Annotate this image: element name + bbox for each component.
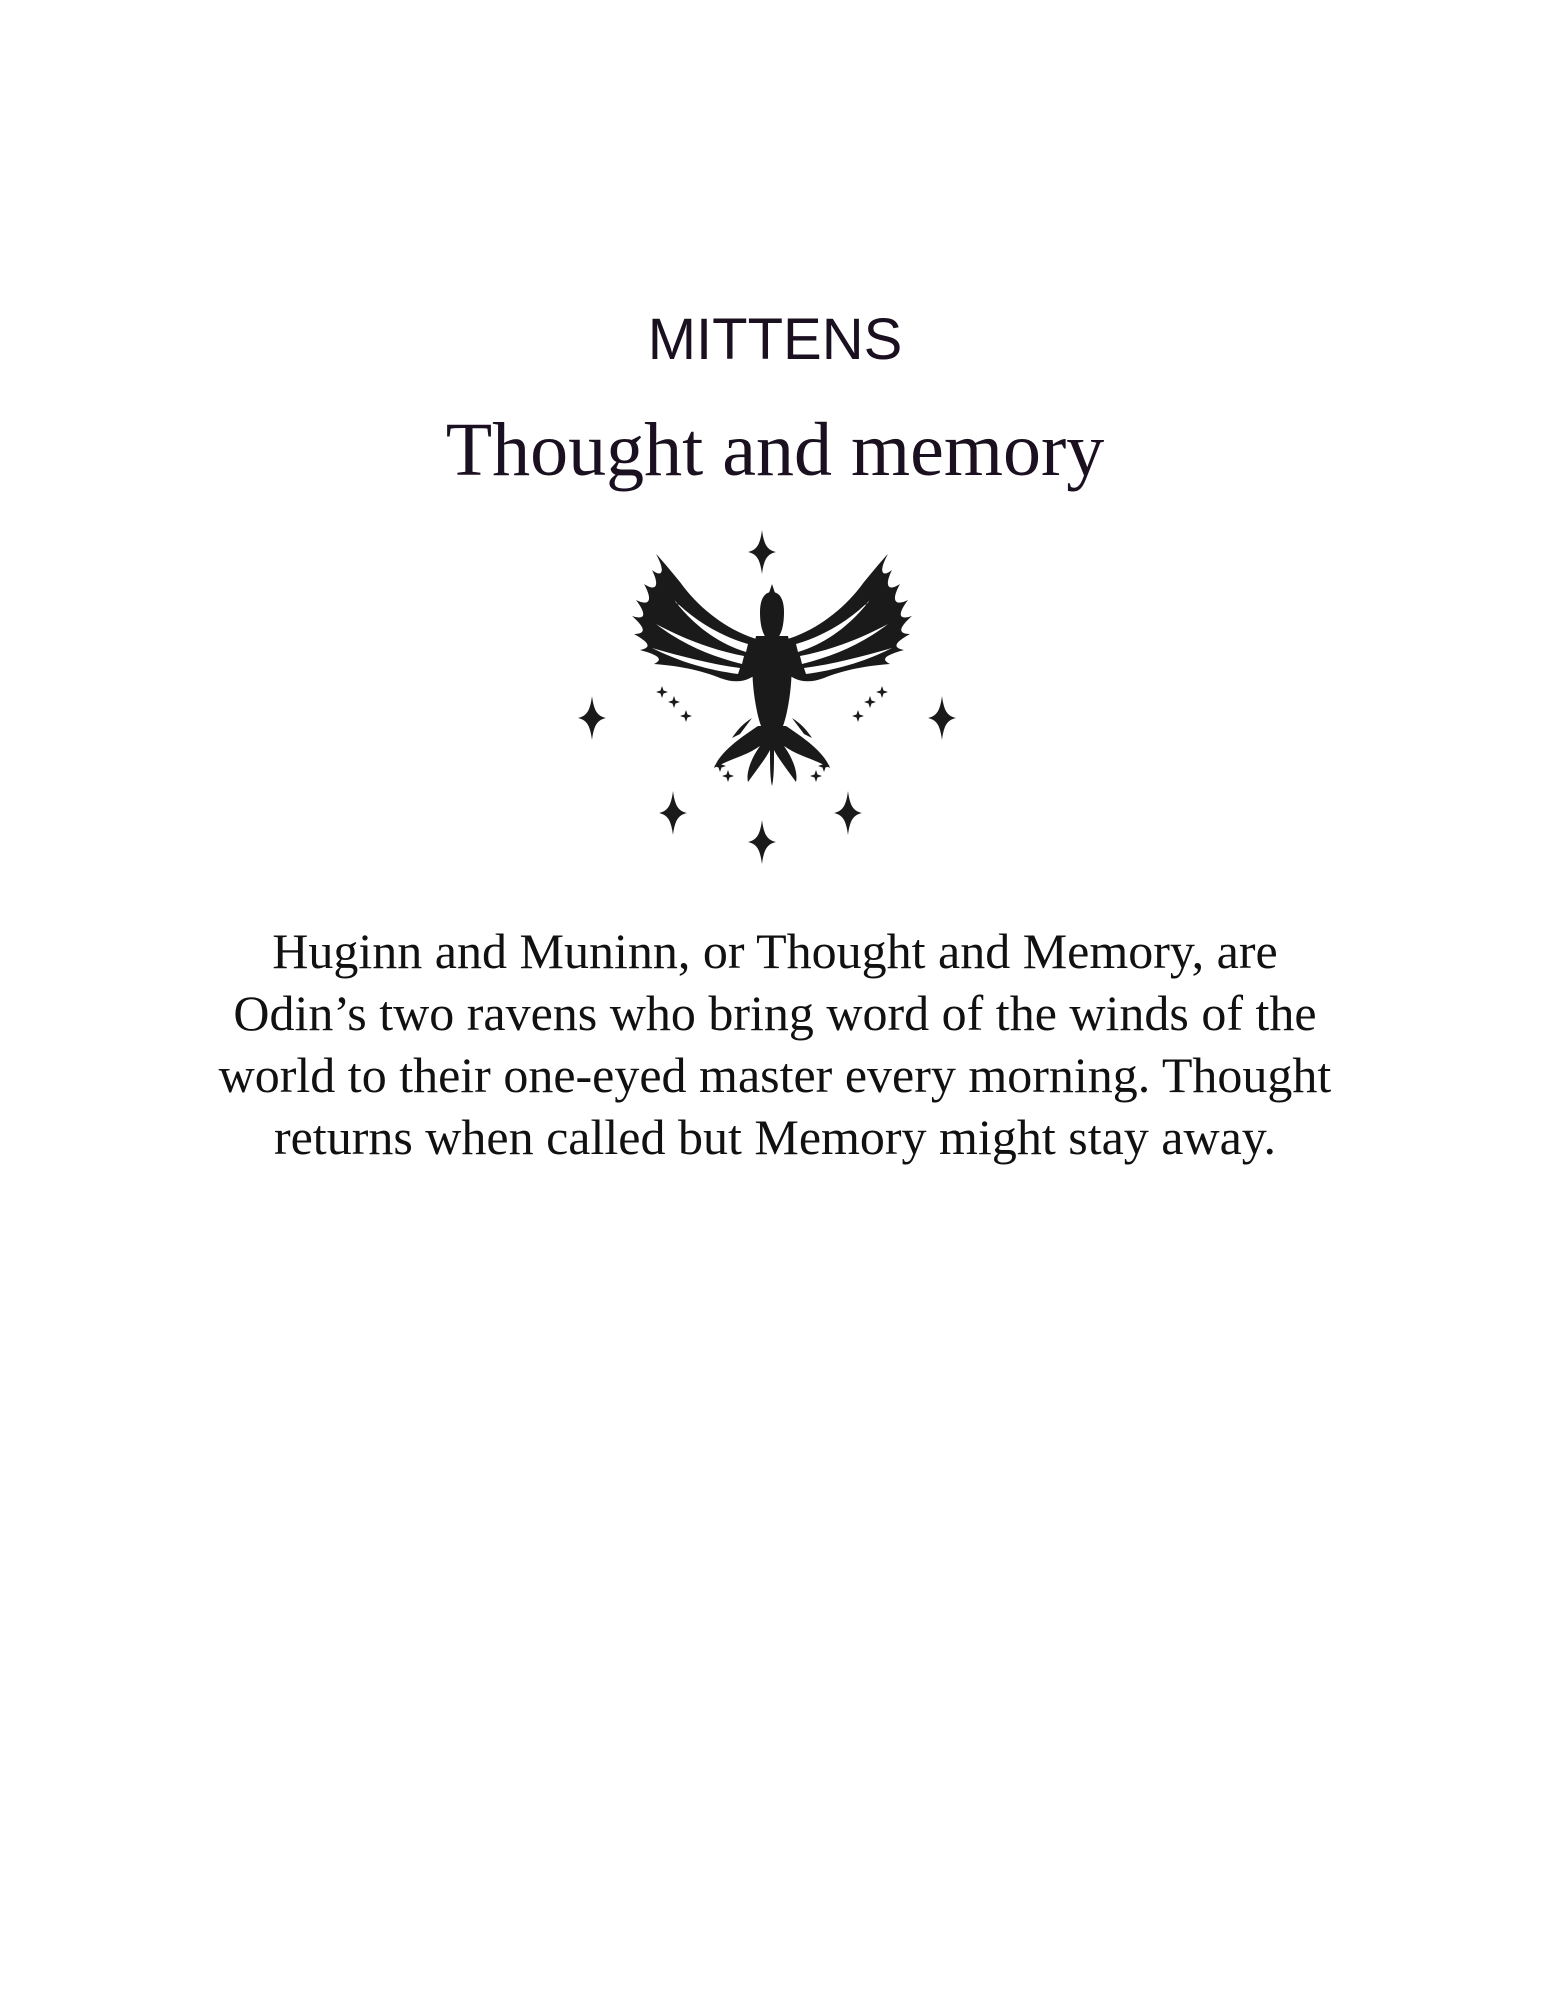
raven-icon [632, 554, 912, 786]
page-title: Thought and memory [445, 408, 1105, 492]
body-paragraph [150, 920, 1400, 1168]
raven-with-stars-icon [570, 520, 980, 870]
section-label: MITTENS [647, 307, 903, 372]
body-line: returns when called but Memory might stay away. [273, 1109, 1277, 1165]
star-icon [748, 530, 776, 574]
body-line: Huginn and Muninn, or Thought and Memory, are [272, 923, 1278, 979]
body-line: Odin’s two ravens who bring word of the winds of the [233, 985, 1317, 1041]
body-line: world to their one-eyed master every morning. Thought [218, 1047, 1332, 1103]
star-icon [659, 791, 687, 835]
star-icon [748, 820, 776, 864]
star-icon [834, 791, 862, 835]
star-icon [578, 696, 606, 740]
star-icon [928, 696, 956, 740]
